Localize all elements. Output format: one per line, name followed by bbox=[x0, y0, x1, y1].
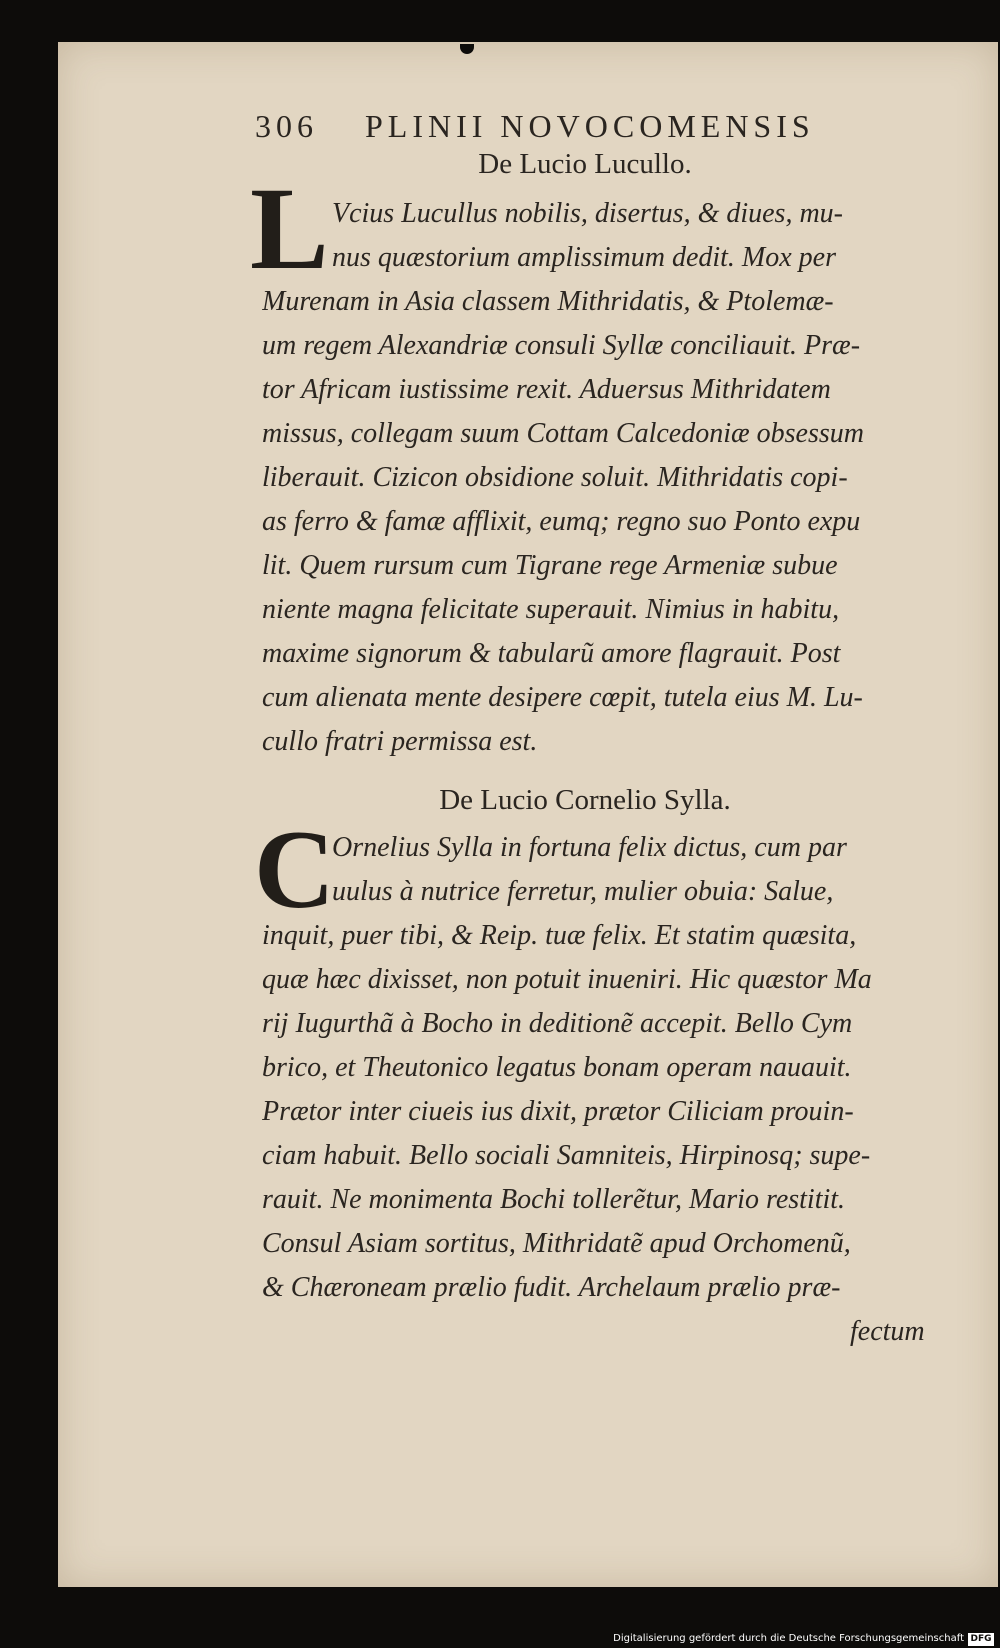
text-line: Prætor inter ciueis ius dixit, prætor Ciliciam prouin- bbox=[262, 1096, 854, 1127]
text-line: & Chæroneam prælio fudit. Archelaum prælio præ- bbox=[262, 1272, 841, 1303]
text-line: Ornelius Sylla in fortuna felix dictus, cum par bbox=[332, 832, 847, 863]
text-line: tor Africam iustissime rexit. Aduersus Mithridatem bbox=[262, 374, 831, 405]
text-line: niente magna felicitate superauit. Nimius in habitu, bbox=[262, 594, 840, 625]
section-title-sylla: De Lucio Cornelio Sylla. bbox=[439, 784, 731, 816]
text-line: cullo fratri permissa est. bbox=[262, 726, 538, 757]
dfg-logo: DFG bbox=[968, 1633, 994, 1646]
text-line: uulus à nutrice ferretur, mulier obuia: Salue, bbox=[332, 876, 834, 907]
text-line: brico, et Theutonico legatus bonam operam nauauit. bbox=[262, 1052, 852, 1083]
section-title-lucullus: De Lucio Lucullo. bbox=[478, 148, 692, 180]
text-line: as ferro & famæ afflixit, eumq; regno suo Ponto expu bbox=[262, 506, 861, 537]
text-line: missus, collegam suum Cottam Calcedoniæ obsessum bbox=[262, 418, 864, 449]
text-line: liberauit. Cizicon obsidione soluit. Mithridatis copi- bbox=[262, 462, 848, 493]
text-line: cum alienata mente desipere cœpit, tutela eius M. Lu- bbox=[262, 682, 863, 713]
text-line: Vcius Lucullus nobilis, disertus, & diues, mu- bbox=[332, 198, 843, 229]
page-header bbox=[255, 108, 915, 152]
text-line: inquit, puer tibi, & Reip. tuæ felix. Et statim quæsita, bbox=[262, 920, 857, 951]
text-line: rauit. Ne monimenta Bochi tollerẽtur, Mario restitit. bbox=[262, 1184, 846, 1215]
text-line: maxime signorum & tabularũ amore flagrauit. Post bbox=[262, 638, 841, 669]
text-line: rij Iugurthã à Bocho in deditionẽ accepit. Bello Cym bbox=[262, 1008, 853, 1039]
text-line: Consul Asiam sortitus, Mithridatẽ apud Orchomenũ, bbox=[262, 1228, 851, 1259]
text-line: lit. Quem rursum cum Tigrane rege Armeniæ subue bbox=[262, 550, 838, 581]
text-line: quæ hæc dixisset, non potuit inueniri. Hic quæstor Ma bbox=[262, 964, 872, 995]
text-line: ciam habuit. Bello sociali Samniteis, Hirpinosq; supe- bbox=[262, 1140, 871, 1171]
text-line: nus quæstorium amplissimum dedit. Mox per bbox=[332, 242, 836, 273]
text-line: Murenam in Asia classem Mithridatis, & Ptolemæ- bbox=[262, 286, 834, 317]
footer-credit: Digitalisierung gefördert durch die Deutsche Forschungsgemeinschaft bbox=[613, 1633, 964, 1644]
text-line: um regem Alexandriæ consuli Syllæ conciliauit. Præ- bbox=[262, 330, 861, 361]
page-number: 306 bbox=[255, 108, 318, 144]
drop-cap-l: L bbox=[250, 163, 329, 294]
running-title: PLINII NOVOCOMENSIS bbox=[365, 108, 815, 144]
catchword: fectum bbox=[850, 1316, 925, 1347]
drop-cap-c: C bbox=[254, 808, 335, 932]
